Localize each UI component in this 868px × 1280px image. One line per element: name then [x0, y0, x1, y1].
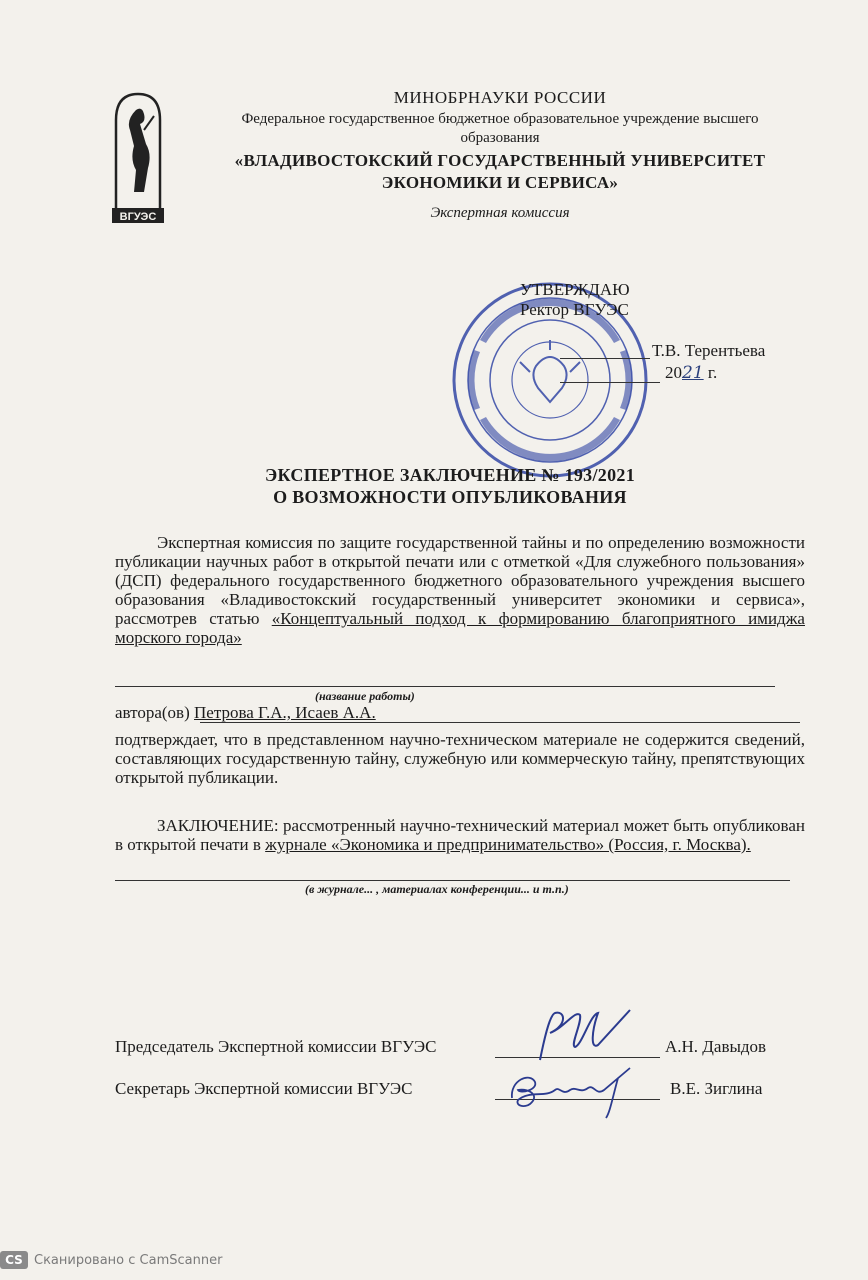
author-label: автора(ов) — [115, 703, 194, 722]
approve-label: УТВЕРЖДАЮ — [520, 280, 630, 299]
ministry-name: МИНОБРНАУКИ РОССИИ — [393, 88, 607, 107]
journal-name: журнале «Экономика и предпринимательство» (Россия, г. Москва). — [265, 835, 751, 854]
paragraph-confirmation: подтверждает, что в представленном научно-техническом материале не содержится сведений, составляющих государственную тайну, служебную или коммерческую тайну, препятствующих открытой публикации. — [115, 730, 805, 787]
year-prefix: 20 — [665, 363, 682, 382]
commission-name: Экспертная комиссия — [430, 205, 570, 221]
secretary-name: В.Е. Зиглина — [670, 1079, 763, 1098]
camscanner-icon: CS — [0, 1251, 28, 1269]
university-logo — [108, 90, 168, 225]
journal-caption: (в журнале... , материалах конференции... и т.п.) — [305, 882, 569, 896]
journal-line — [115, 880, 790, 881]
conclusion-text: ЗАКЛЮЧЕНИЕ: рассмотренный научно-технический материал может быть опубликован в открытой печати в — [115, 816, 805, 854]
rector-name: Т.В. Терентьева — [652, 341, 766, 360]
document-subtitle: О ВОЗМОЖНОСТИ ОПУБЛИКОВАНИЯ — [273, 487, 627, 507]
secretary-role: Секретарь Экспертной комиссии ВГУЭС — [115, 1079, 413, 1098]
approve-rank: Ректор ВГУЭС — [520, 300, 629, 319]
paragraph-commission — [115, 533, 805, 647]
paper-caption: (название работы) — [315, 689, 415, 703]
document-title: ЭКСПЕРТНОЕ ЗАКЛЮЧЕНИЕ № 193/2021 — [264, 465, 635, 485]
year-suffix: г. — [703, 363, 718, 382]
rector-signature-line — [560, 358, 650, 359]
year-handwritten: 21 — [682, 363, 704, 383]
date-line — [560, 382, 660, 383]
scanner-text: Сканировано с CamScanner — [34, 1252, 223, 1268]
paragraph-text: Экспертная комиссия по защите государственной тайны и по определению возможности публикации научных работ в открытой печати или с отметкой «Для служебного пользования» (ДСП) федерального государственного бюджетного образовательного учреждения высшего образования «Владивостокский государственный университет экономики и сервиса», рассмотрев статью — [115, 533, 805, 628]
secretary-signature — [500, 1060, 640, 1120]
scanner-watermark — [0, 1250, 222, 1270]
chair-role: Председатель Экспертной комиссии ВГУЭС — [115, 1037, 437, 1056]
chair-signature — [520, 1005, 640, 1065]
university-name: «ВЛАДИВОСТОКСКИЙ ГОСУДАРСТВЕННЫЙ УНИВЕРСИТЕТ ЭКОНОМИКИ И СЕРВИСА» — [234, 151, 766, 192]
paper-title-line — [115, 686, 775, 687]
author-names: Петрова Г.А., Исаев А.А. — [194, 703, 376, 722]
paper-title: «Концептуальный подход к формированию благоприятного имиджа морского города» — [115, 609, 805, 647]
authors-row — [115, 703, 376, 723]
logo-text: ВГУЭС — [119, 211, 157, 223]
authors-line — [200, 722, 800, 723]
paragraph-conclusion — [115, 816, 805, 854]
institution-type: Федеральное государственное бюджетное образовательное учреждение высшего образования — [241, 111, 759, 146]
approval-year — [665, 363, 717, 383]
chair-name: А.Н. Давыдов — [665, 1037, 767, 1056]
